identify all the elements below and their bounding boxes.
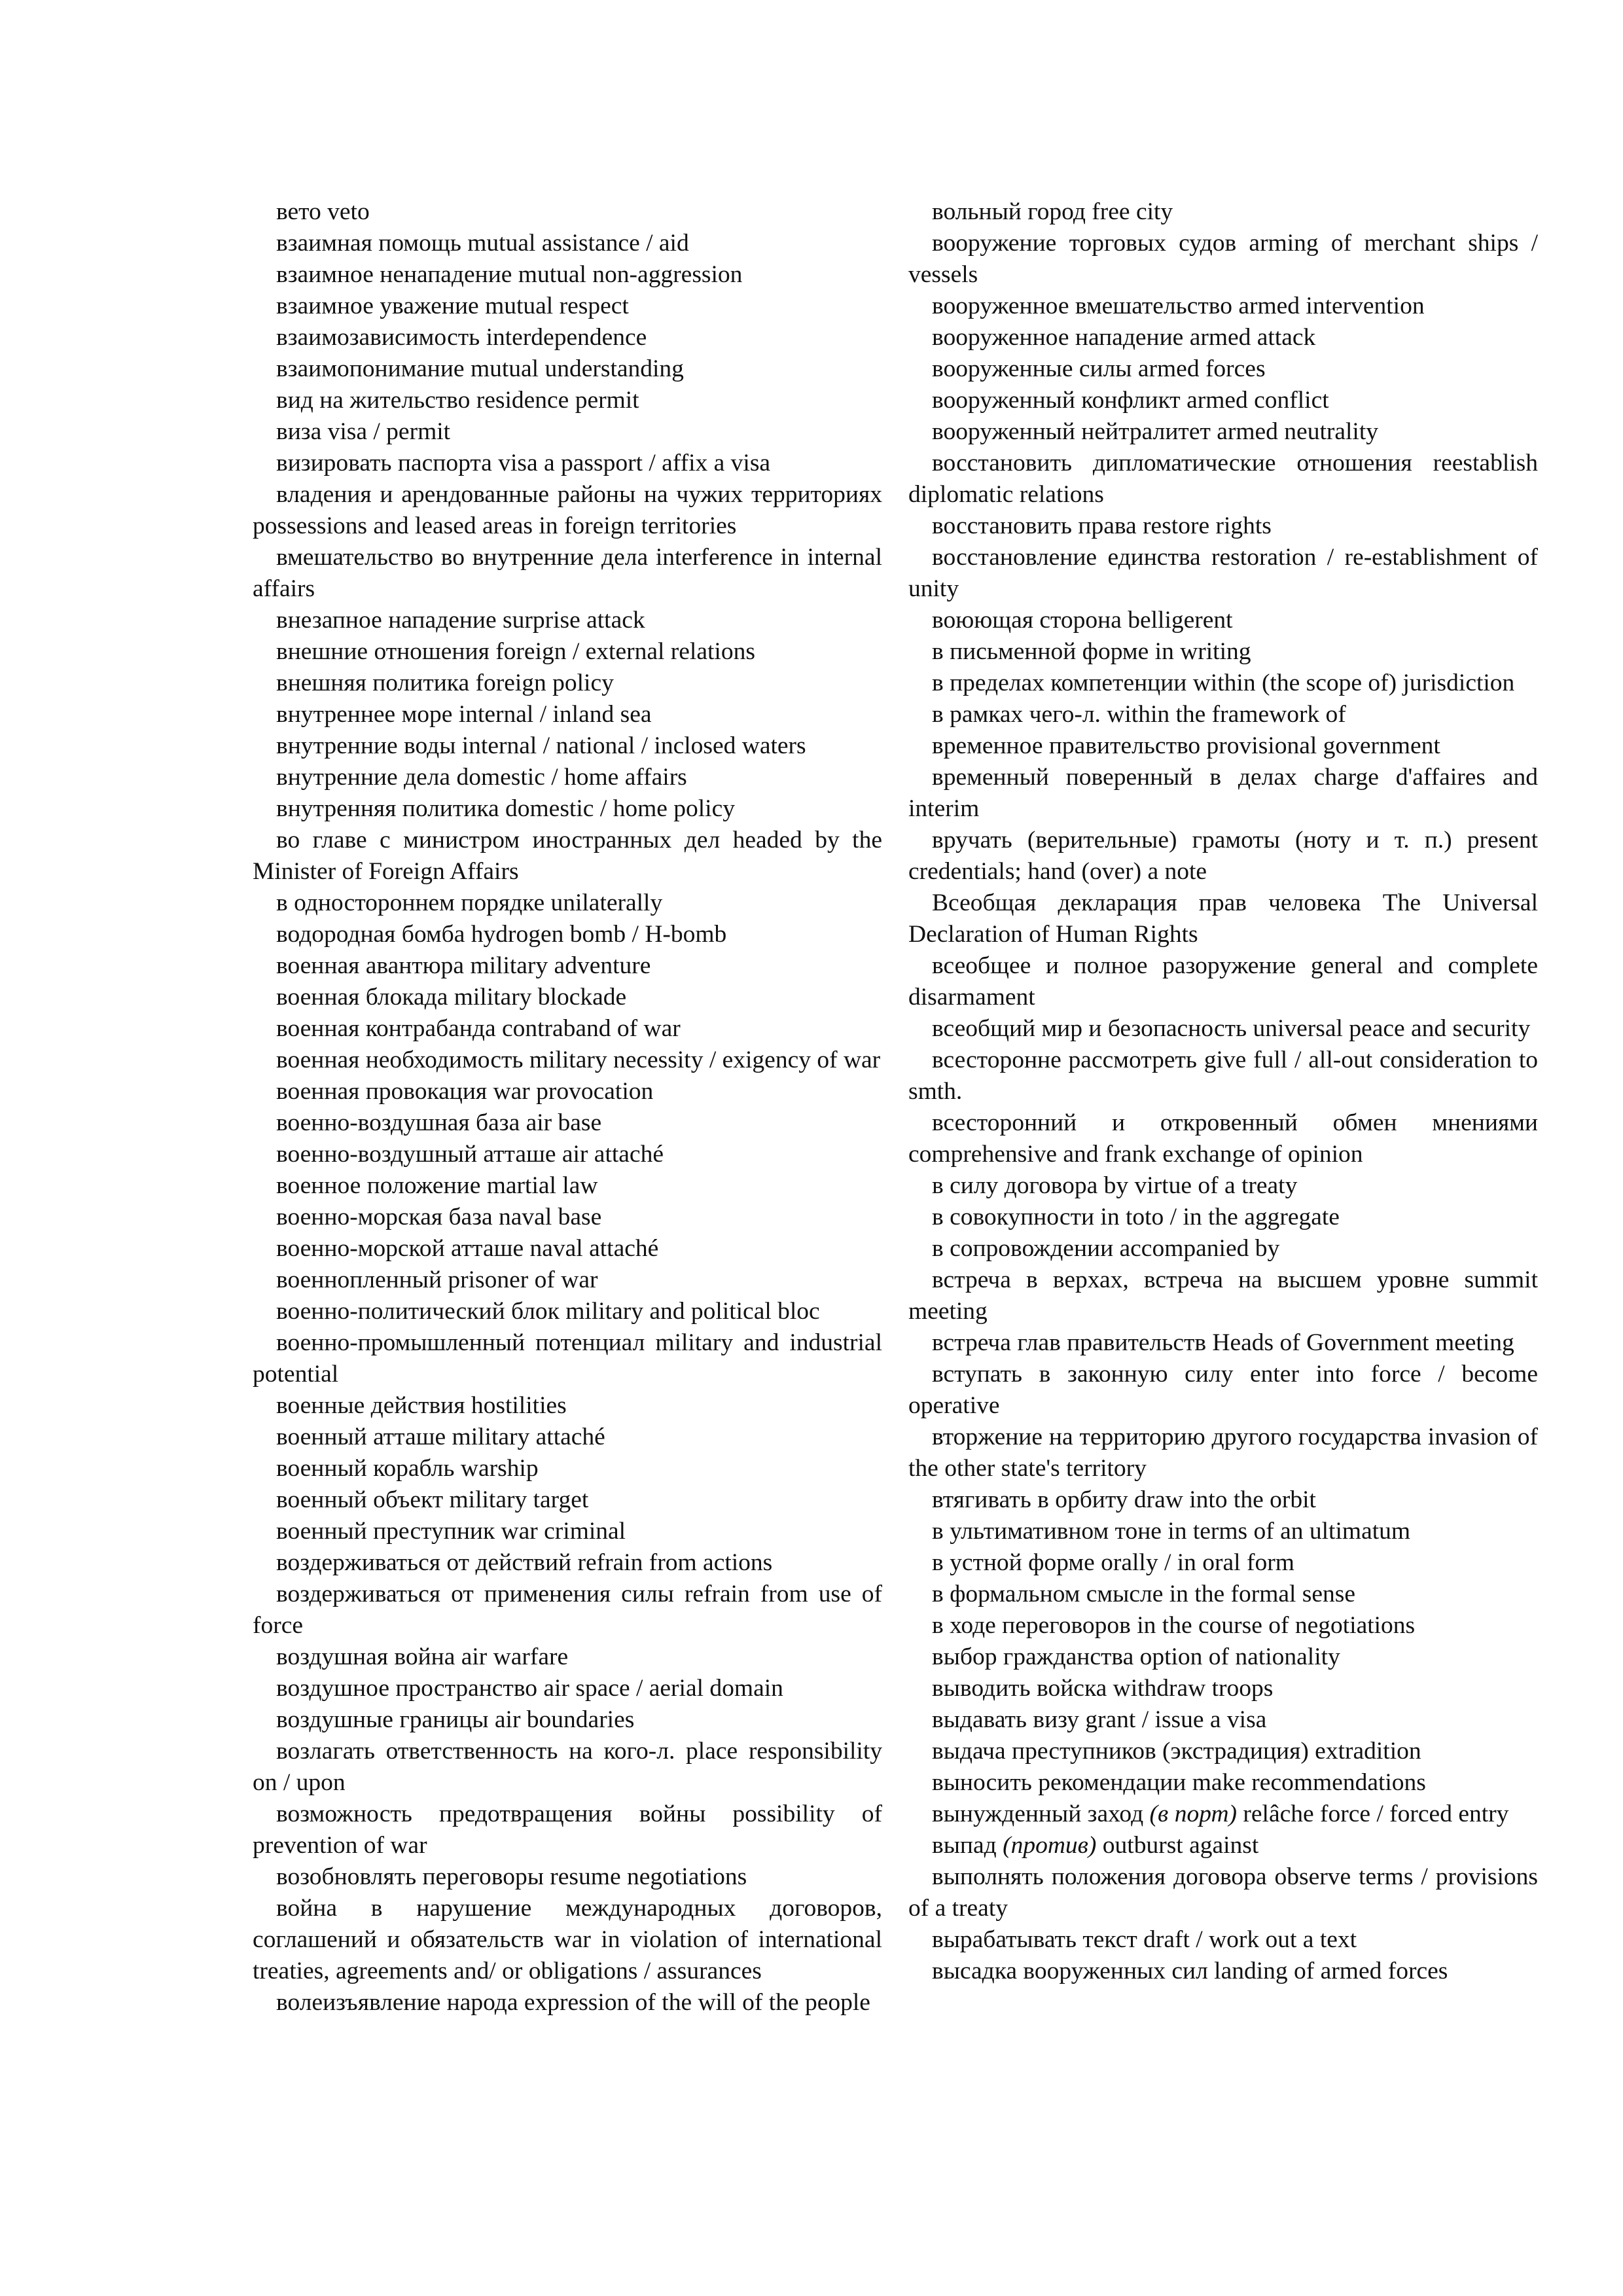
entry-text: всеобщее и полное разоружение general and complete disarmament (908, 952, 1538, 1011)
entry-text: военный преступник war criminal (276, 1518, 626, 1545)
entry-text: Всеобщая декларация прав человека The Universal Declaration of Human Rights (908, 889, 1538, 948)
dictionary-entry (908, 1327, 1538, 1359)
entry-text: временное правительство provisional government (932, 732, 1440, 759)
dictionary-entry (908, 1799, 1538, 1830)
entry-text: взаимопонимание mutual understanding (276, 355, 684, 382)
entry-text: выполнять положения договора observe terms / provisions of a treaty (908, 1863, 1538, 1922)
entry-text: в ходе переговоров in the course of negotiations (932, 1612, 1416, 1639)
dictionary-column-right (908, 196, 1538, 1987)
dictionary-entry (253, 1453, 882, 1484)
dictionary-entry (253, 322, 882, 353)
entry-text: воздерживаться от действий refrain from actions (276, 1549, 773, 1576)
dictionary-entry (253, 919, 882, 950)
entry-text: военно-морской атташе naval attaché (276, 1235, 659, 1262)
entry-text: военно-морская база naval base (276, 1204, 602, 1230)
dictionary-entry (253, 353, 882, 385)
dictionary-entry (253, 1202, 882, 1233)
entry-text: взаимная помощь mutual assistance / aid (276, 230, 689, 257)
entry-text: выдавать визу grant / issue a visa (932, 1706, 1267, 1733)
entry-text: военно-воздушная база air base (276, 1109, 602, 1136)
dictionary-column-left (253, 196, 882, 2018)
entry-text: воздушная война air warfare (276, 1643, 569, 1670)
dictionary-entry (253, 228, 882, 259)
entry-text: выпад (932, 1832, 997, 1859)
dictionary-entry (253, 1233, 882, 1265)
entry-text: внешние отношения foreign / external relations (276, 638, 755, 665)
entry-text: в ультимативном тоне in terms of an ultimatum (932, 1518, 1411, 1545)
entry-text: военно-воздушный атташе air attaché (276, 1141, 664, 1168)
entry-text: вмешательство во внутренние дела interference in internal affairs (253, 544, 882, 602)
dictionary-entry (253, 1139, 882, 1170)
dictionary-entry (908, 636, 1538, 668)
dictionary-entry (253, 1484, 882, 1516)
entry-text: вырабатывать текст draft / work out a text (932, 1926, 1357, 1953)
dictionary-entry (253, 1736, 882, 1799)
entry-text: вето veto (276, 198, 370, 225)
dictionary-entry (908, 950, 1538, 1013)
entry-text: всесторонний и откровенный обмен мнениями comprehensive and frank exchange of opinion (908, 1109, 1538, 1168)
dictionary-entry (908, 322, 1538, 353)
dictionary-entry (253, 1045, 882, 1076)
dictionary-entry (253, 1422, 882, 1453)
entry-text: внутренние дела domestic / home affairs (276, 764, 687, 791)
entry-text: виза visa / permit (276, 418, 451, 445)
entry-text: воздушное пространство air space / aerial domain (276, 1675, 783, 1702)
dictionary-entry (908, 1107, 1538, 1170)
dictionary-entry (253, 1296, 882, 1327)
dictionary-entry (253, 416, 882, 448)
entry-text: встреча глав правительств Heads of Government meeting (932, 1329, 1514, 1356)
dictionary-entry (253, 1861, 882, 1893)
entry-text: выносить рекомендации make recommendations (932, 1769, 1426, 1796)
entry-text: в совокупности in toto / in the aggregate (932, 1204, 1340, 1230)
entry-text: военные действия hostilities (276, 1392, 567, 1419)
dictionary-entry (908, 825, 1538, 888)
entry-text: в одностороннем порядке unilaterally (276, 889, 663, 916)
dictionary-entry (908, 1233, 1538, 1265)
entry-text: военный объект military target (276, 1486, 589, 1513)
entry-text: восстановление единства restoration / re-establishment of unity (908, 544, 1538, 602)
entry-text: в письменной форме in writing (932, 638, 1251, 665)
dictionary-entry (908, 1547, 1538, 1579)
dictionary-entry (908, 448, 1538, 511)
entry-text: вольный город free city (932, 198, 1173, 225)
entry-text: вторжение на территорию другого государства invasion of the other state's territory (908, 1424, 1538, 1482)
entry-text: волеизъявление народа expression of the will of the people (276, 1989, 870, 2016)
dictionary-entry (908, 1673, 1538, 1704)
dictionary-entry (908, 1359, 1538, 1422)
entry-text: война в нарушение международных договоров, соглашений и обязательств war in violation of international treaties, agreements and/ or obligations / assurances (253, 1895, 882, 1984)
dictionary-entry (253, 762, 882, 793)
dictionary-entry (253, 1327, 882, 1390)
dictionary-entry (253, 1579, 882, 1641)
dictionary-entry (253, 699, 882, 730)
dictionary-entry (253, 1013, 882, 1045)
entry-text: вступать в законную силу enter into force / become operative (908, 1361, 1538, 1419)
dictionary-entry (253, 1265, 882, 1296)
dictionary-entry (253, 448, 882, 479)
entry-text: вооружение торговых судов arming of merchant ships / vessels (908, 230, 1538, 288)
entry-text: в рамках чего-л. within the framework of (932, 701, 1346, 728)
entry-text: втягивать в орбиту draw into the orbit (932, 1486, 1316, 1513)
dictionary-entry (253, 385, 882, 416)
dictionary-entry (253, 730, 882, 762)
dictionary-entry (253, 542, 882, 605)
entry-text: вооруженный конфликт armed conflict (932, 387, 1329, 414)
entry-text: военнопленный prisoner of war (276, 1266, 598, 1293)
dictionary-entry (253, 196, 882, 228)
dictionary-entry (253, 1170, 882, 1202)
entry-text: в устной форме orally / in oral form (932, 1549, 1294, 1576)
dictionary-entry (253, 1673, 882, 1704)
dictionary-entry (908, 1830, 1538, 1861)
dictionary-entry (253, 825, 882, 888)
entry-text: военная контрабанда contraband of war (276, 1015, 681, 1042)
dictionary-entry (253, 1987, 882, 2018)
entry-text: взаимозависимость interdependence (276, 324, 647, 351)
dictionary-entry (908, 1579, 1538, 1610)
entry-text: владения и арендованные районы на чужих территориях possessions and leased areas in foreign territories (253, 481, 882, 539)
dictionary-entry (908, 542, 1538, 605)
entry-text: внутреннее море internal / inland sea (276, 701, 652, 728)
entry-text: военно-политический блок military and political bloc (276, 1298, 820, 1325)
entry-text: военная провокация war provocation (276, 1078, 654, 1105)
dictionary-entry (253, 982, 882, 1013)
dictionary-entry (908, 1013, 1538, 1045)
dictionary-entry (908, 1924, 1538, 1956)
dictionary-entry (908, 353, 1538, 385)
entry-text: вручать (верительные) грамоты (ноту и т. п.) present credentials; hand (over) a note (908, 827, 1538, 885)
dictionary-entry (908, 385, 1538, 416)
entry-text: военное положение martial law (276, 1172, 598, 1199)
dictionary-entry (253, 668, 882, 699)
entry-text: военная необходимость military necessity / exigency of war (276, 1047, 881, 1073)
entry-text: вооруженный нейтралитет armed neutrality (932, 418, 1378, 445)
dictionary-entry (908, 1861, 1538, 1924)
entry-text: временный поверенный в делах charge d'affaires and interim (908, 764, 1538, 822)
dictionary-entry (908, 1202, 1538, 1233)
dictionary-entry (253, 1704, 882, 1736)
dictionary-entry (253, 1516, 882, 1547)
dictionary-entry (908, 888, 1538, 950)
dictionary-entry (908, 730, 1538, 762)
dictionary-entry (908, 1956, 1538, 1987)
dictionary-entry (908, 762, 1538, 825)
entry-translation: relâche force / forced entry (1243, 1801, 1509, 1827)
dictionary-entry (908, 196, 1538, 228)
dictionary-entry (908, 699, 1538, 730)
entry-text: взаимное ненападение mutual non-aggression (276, 261, 743, 288)
dictionary-entry (253, 1076, 882, 1107)
entry-translation: outburst against (1102, 1832, 1259, 1859)
dictionary-entry (908, 1767, 1538, 1799)
dictionary-entry (908, 291, 1538, 322)
dictionary-entry (908, 1045, 1538, 1107)
entry-text: выводить войска withdraw troops (932, 1675, 1274, 1702)
entry-text: вооруженное вмешательство armed intervention (932, 293, 1425, 319)
entry-text: возобновлять переговоры resume negotiations (276, 1863, 747, 1890)
entry-text: в силу договора by virtue of a treaty (932, 1172, 1298, 1199)
entry-note: (против) (1003, 1832, 1097, 1859)
entry-text: всеобщий мир и безопасность universal peace and security (932, 1015, 1531, 1042)
dictionary-entry (253, 793, 882, 825)
dictionary-entry (253, 1107, 882, 1139)
dictionary-entry (253, 259, 882, 291)
entry-text: вид на жительство residence permit (276, 387, 639, 414)
entry-text: внешняя политика foreign policy (276, 670, 614, 696)
entry-note: (в порт) (1149, 1801, 1238, 1827)
entry-text: военно-промышленный потенциал military and industrial potential (253, 1329, 882, 1388)
entry-text: воюющая сторона belligerent (932, 607, 1233, 634)
dictionary-entry (908, 1484, 1538, 1516)
dictionary-entry (908, 1170, 1538, 1202)
dictionary-entry (253, 1641, 882, 1673)
entry-text: воздерживаться от применения силы refrain from use of force (253, 1581, 882, 1639)
dictionary-entry (253, 1799, 882, 1861)
dictionary-entry (908, 1265, 1538, 1327)
entry-text: выдача преступников (экстрадиция) extradition (932, 1738, 1421, 1765)
entry-text: всесторонне рассмотреть give full / all-out consideration to smth. (908, 1047, 1538, 1105)
entry-text: возможность предотвращения войны possibility of prevention of war (253, 1801, 882, 1859)
entry-text: водородная бомба hydrogen bomb / H-bomb (276, 921, 727, 948)
entry-text: военная авантюра military adventure (276, 952, 651, 979)
entry-text: воздушные границы air boundaries (276, 1706, 635, 1733)
dictionary-entry (253, 291, 882, 322)
dictionary-entry (253, 1390, 882, 1422)
dictionary-entry (253, 479, 882, 542)
dictionary-entry (908, 1641, 1538, 1673)
dictionary-entry (253, 1893, 882, 1987)
dictionary-entry (253, 636, 882, 668)
entry-text: восстановить дипломатические отношения reestablish diplomatic relations (908, 450, 1538, 508)
entry-text: военная блокада military blockade (276, 984, 627, 1011)
entry-text: во главе с министром иностранных дел headed by the Minister of Foreign Affairs (253, 827, 882, 885)
entry-text: встреча в верхах, встреча на высшем уровне summit meeting (908, 1266, 1538, 1325)
dictionary-entry (253, 605, 882, 636)
dictionary-entry (908, 605, 1538, 636)
entry-text: восстановить права restore rights (932, 512, 1272, 539)
entry-text: возлагать ответственность на кого-л. place responsibility on / upon (253, 1738, 882, 1796)
dictionary-entry (908, 668, 1538, 699)
dictionary-entry (908, 511, 1538, 542)
dictionary-entry (908, 1736, 1538, 1767)
entry-text: в формальном смысле in the formal sense (932, 1581, 1356, 1607)
entry-text: военный атташе military attaché (276, 1424, 605, 1450)
entry-text: взаимное уважение mutual respect (276, 293, 629, 319)
entry-text: внутренние воды internal / national / inclosed waters (276, 732, 806, 759)
dictionary-entry (908, 1704, 1538, 1736)
entry-text: внезапное нападение surprise attack (276, 607, 645, 634)
entry-text: внутренняя политика domestic / home policy (276, 795, 735, 822)
entry-text: визировать паспорта visa a passport / affix a visa (276, 450, 771, 476)
entry-text: выбор гражданства option of nationality (932, 1643, 1340, 1670)
entry-text: вооруженное нападение armed attack (932, 324, 1316, 351)
entry-text: высадка вооруженных сил landing of armed forces (932, 1958, 1448, 1984)
dictionary-entry (908, 416, 1538, 448)
entry-text: военный корабль warship (276, 1455, 539, 1482)
entry-text: вынужденный заход (932, 1801, 1144, 1827)
dictionary-entry (908, 1516, 1538, 1547)
entry-text: в сопровождении accompanied by (932, 1235, 1280, 1262)
dictionary-entry (253, 950, 882, 982)
entry-text: вооруженные силы armed forces (932, 355, 1266, 382)
entry-text: в пределах компетенции within (the scope of) jurisdiction (932, 670, 1515, 696)
dictionary-entry (908, 1610, 1538, 1641)
dictionary-entry (908, 228, 1538, 291)
dictionary-entry (908, 1422, 1538, 1484)
dictionary-entry (253, 1547, 882, 1579)
dictionary-entry (253, 888, 882, 919)
